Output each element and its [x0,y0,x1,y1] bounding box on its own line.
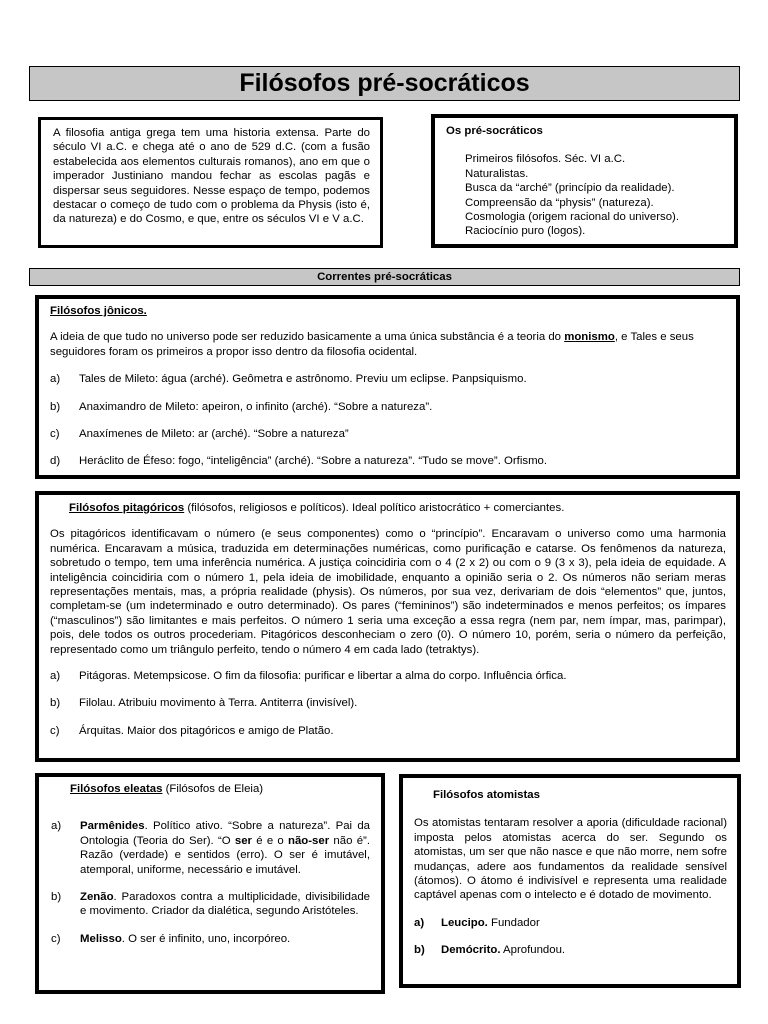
item-text: Anaxímenes de Mileto: ar (arché). “Sobre a natureza” [79,428,349,441]
presocraticos-list [446,152,724,238]
list-item [50,724,726,738]
jonicos-intro-text: A ideia de que tudo no universo pode ser reduzido basicamente a uma única substância é a teoria do [50,331,565,344]
eleatas-box [35,773,385,994]
item-marker: a) [51,820,62,833]
list-item: Raciocínio puro (logos). [465,225,586,238]
nao-ser-term: não-ser [288,834,330,847]
list-item [414,943,727,957]
list-item: Naturalistas. [465,167,529,180]
item-text-part: . O ser é infinito, uno, incorpóreo. [121,932,291,945]
philosopher-name: Leucipo. [441,916,488,929]
jonicos-box [35,295,740,479]
item-text-part: . Político ativo. “Sobre a natureza”. Pai da Ontologia (Teoria do Ser). “O [80,820,370,847]
atomistas-heading: Filósofos atomistas [433,789,540,801]
page-title: Filósofos pré-socráticos [29,66,740,101]
item-text: Pitágoras. Metempsicose. O fim da filosofia: purificar e libertar a alma do corpo. Influência órfica. [79,670,567,683]
item-text-part: Aprofundou. [500,944,566,957]
philosopher-name: Parmênides [80,820,145,833]
item-marker: a) [50,373,61,386]
item-text [80,890,370,919]
item-marker: a) [50,670,61,683]
section-heading-correntes: Correntes pré-socráticas [29,268,740,286]
eleatas-heading-rest: (Filósofos de Eleia) [162,783,264,795]
pitagoricos-heading-line [50,501,726,515]
item-marker: c) [50,724,60,737]
intro-box [38,117,383,248]
pitagoricos-box [35,491,740,762]
item-text: Anaximandro de Mileto: apeiron, o infinito (arché). “Sobre a natureza”. [79,400,433,413]
jonicos-intro [50,330,726,359]
list-item: Compreensão da “physis” (natureza). [465,196,654,209]
presocraticos-box [431,114,738,248]
item-marker: b) [414,944,425,957]
ser-term: ser [234,834,252,847]
pitagoricos-paragraph: Os pitagóricos identificavam o número (e seus componentes) como o “princípio”. Encaravam o universo como uma harmonia numérica. Encaravam a música, traduzida em determinações numéricas, como purificação e catarse. Os fenômenos da natureza, sobretudo o tempo, tem uma inferência numérica. A justiça coincidiria com o 4 (2 x 2) ou com o 9 (3 x 3), pela ideia de equidade. A inteligência coincidiria com o número 1, pela ideia de imobilidade, enquanto a opinião seria o 2. Os números não seriam meras representações mentais, mas, a própria realidade (physis). Os números, por sua vez, derivariam de dois “elementos” que, juntos, completam-se (um indeterminado e outro determinado). Os pares (“femininos”) são indeterminados e menos perfeitos; os ímpares (“masculinos”) são limitantes e mais perfeitos. O número 1 seria uma exceção a essa regra (nem par, nem ímpar, mas, parimpar), pois, dele todos os outros procederiam. Pitagóricos desconheciam o zero (0). O número 10, porém, seria o número da perfeição, representado como um triângulo perfeito, tendo o número 4 em cada lado (tetraktys). [50,528,726,656]
item-text [80,819,370,877]
list-item [51,890,370,919]
eleatas-heading-line [51,782,370,796]
item-marker: c) [51,932,61,945]
item-text-part: Fundador [487,916,540,929]
item-marker: b) [50,400,61,413]
list-item [50,669,726,683]
item-marker: a) [414,916,425,929]
eleatas-heading: Filósofos eleatas [70,783,163,795]
list-item: Cosmologia (origem racional do universo). [465,211,679,224]
list-item: Primeiros filósofos. Séc. VI a.C. [465,153,626,166]
philosopher-name: Demócrito. [441,944,501,957]
list-item [50,400,726,414]
item-text: Tales de Mileto: água (arché). Geômetra e astrônomo. Previu um eclipse. Panpsiquismo. [79,373,527,386]
list-item [51,819,370,877]
list-item [414,916,727,930]
jonicos-heading: Filósofos jônicos. [50,305,147,317]
philosopher-name: Zenão [80,891,114,904]
item-text [441,943,727,957]
list-item [50,427,726,441]
atomistas-paragraph: Os atomistas tentaram resolver a aporia (dificuldade racional) imposta pelos atomistas acerca do ser. Segundo os atomistas, um ser que não nasce e que não morre, nem sofre mudanças, adere aos fundamentos da realidade sensível (átomos). O átomo é indivisível e representa uma realidade captável apenas com o intelecto e é dotado de movimento. [414,817,727,902]
item-marker: b) [50,697,61,710]
item-text: Heráclito de Éfeso: fogo, “inteligência” (arché). “Sobre a natureza”. “Tudo se move”. Orfismo. [79,455,548,468]
philosopher-name: Melisso [80,932,122,945]
pitagoricos-heading-rest: (filósofos, religiosos e políticos). Ideal político aristocrático + comerciantes. [184,502,565,514]
list-item: Busca da “arché” (princípio da realidade). [465,182,675,195]
item-marker: b) [51,891,62,904]
atomistas-box [399,774,741,988]
item-text: Árquitas. Maior dos pitagóricos e amigo de Platão. [79,724,334,737]
list-item [50,454,726,468]
item-text-part: . Paradoxos contra a multiplicidade, divisibilidade e movimento. Criador da dialética, segundo Aristóteles. [80,891,370,918]
jonicos-intro-text-end: , e Tales e seus seguidores foram os primeiros a propor isso dentro da filosofia ocidental. [50,331,694,358]
item-text [441,916,727,930]
item-text-part: não é”. Razão (verdade) e sentidos (erro). O ser é imutável, atemporal, uniforme, necessário e imutável. [80,834,370,876]
list-item [51,932,370,946]
list-item [50,372,726,386]
pitagoricos-heading: Filósofos pitagóricos [69,502,185,514]
list-item [50,696,726,710]
intro-text: A filosofia antiga grega tem uma historia extensa. Parte do século VI a.C. e chega até o ano de 529 d.C. (com a fusão estabelecida aos elementos culturais romanos), ano em que o imperador Justiniano mandou fechar as escolas pagãs e dispersar seus seguidores. Nesse espaço de tempo, podemos destacar o começo de tudo com o problema da Physis (isto é, da natureza) e do Cosmo, e que, entre os séculos VI e V a.C. [53,127,370,226]
item-marker: c) [50,428,60,441]
item-text: Filolau. Atribuiu movimento à Terra. Antiterra (invisível). [79,697,358,710]
monismo-term: monismo [564,331,615,344]
item-text-part: é e o [251,834,289,847]
item-text [80,932,370,946]
item-marker: d) [50,455,61,468]
presocraticos-heading: Os pré-socráticos [446,125,543,137]
